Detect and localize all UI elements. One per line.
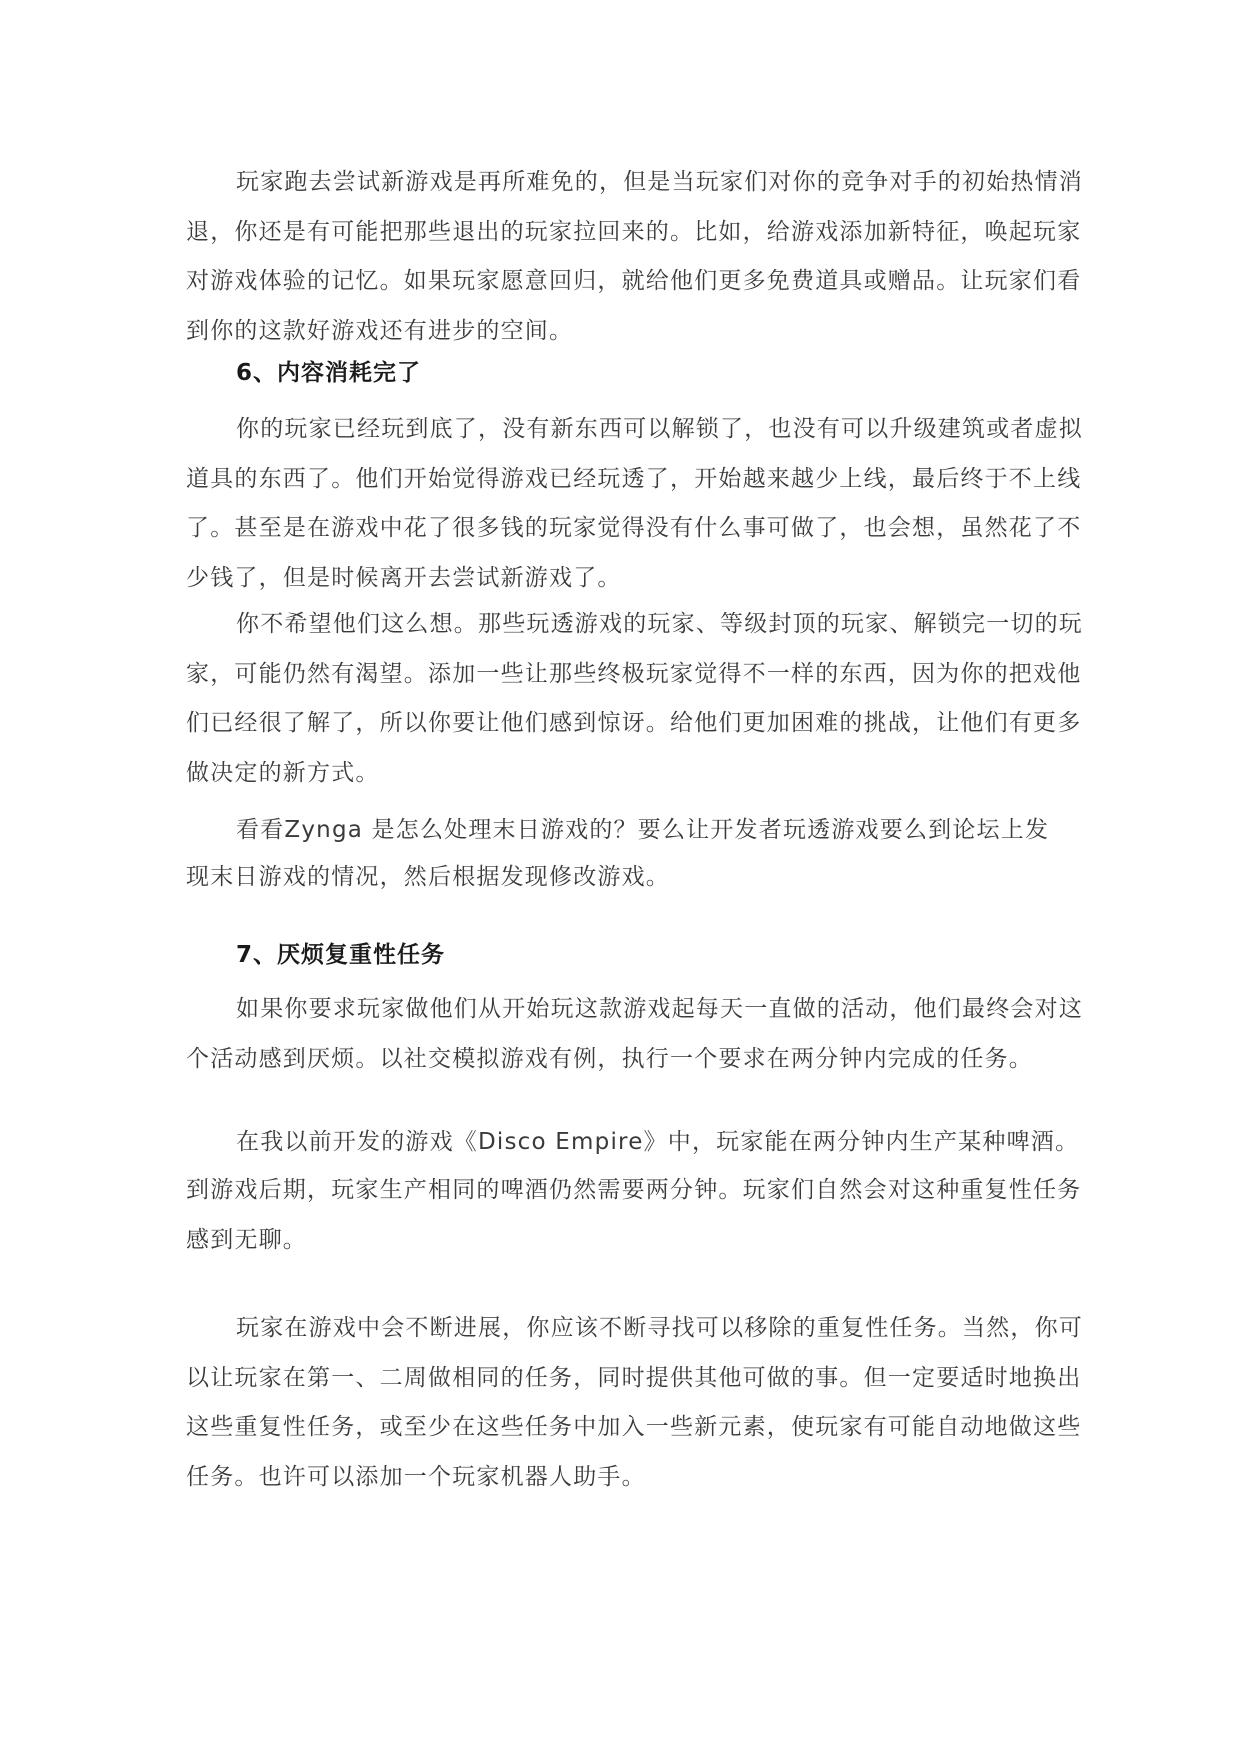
paragraph-repetitive-tasks: 如果你要求玩家做他们从开始玩这款游戏起每天一直做的活动，他们最终会对这个活动感到厌烦。以社交模拟游戏有例，执行一个要求在两分钟内完成的任务。 bbox=[186, 996, 1083, 1072]
paragraph-zynga-line1: 看看Zynga 是怎么处理末日游戏的？要么让开发者玩透游戏要么到论坛上发 bbox=[236, 817, 1050, 843]
paragraph-disco-empire-rest: 到游戏后期，玩家生产相同的啤酒仍然需要两分钟。玩家们自然会对这种重复性任务感到无聊。 bbox=[186, 1177, 1082, 1253]
section-heading-6: 6、内容消耗完了 bbox=[236, 360, 422, 386]
section-heading-7: 7、厌烦复重性任务 bbox=[236, 942, 446, 968]
paragraph-remove-repetition: 玩家在游戏中会不断进展，你应该不断寻找可以移除的重复性任务。当然，你可以让玩家在第一、二周做相同的任务，同时提供其他可做的事。但一定要适时地换出这些重复性任务，或至少在这些任务中加入一些新元素，使玩家有可能自动地做这些任务。也许可以添加一个玩家机器人助手。 bbox=[186, 1315, 1083, 1490]
paragraph-zynga-line2: 现末日游戏的情况，然后根据发现修改游戏。 bbox=[186, 864, 670, 890]
paragraph-disco-empire-line1: 在我以前开发的游戏《Disco Empire》中，玩家能在两分钟内生产某种啤酒。 bbox=[236, 1129, 1080, 1155]
paragraph-endgame-players: 你不希望他们这么想。那些玩透游戏的玩家、等级封顶的玩家、解锁完一切的玩家，可能仍然有渴望。添加一些让那些终极玩家觉得不一样的东西，因为你的把戏他们已经很了解了，所以你要让他们感到惊讶。给他们更加困难的挑战，让他们有更多做决定的新方式。 bbox=[186, 611, 1083, 786]
paragraph-content-exhausted: 你的玩家已经玩到底了，没有新东西可以解锁了，也没有可以升级建筑或者虚拟道具的东西了。他们开始觉得游戏已经玩透了，开始越来越少上线，最后终于不上线了。甚至是在游戏中花了很多钱的玩家觉得没有什么事可做了，也会想，虽然花了不少钱了，但是时候离开去尝试新游戏了。 bbox=[186, 416, 1083, 591]
paragraph-player-return: 玩家跑去尝试新游戏是再所难免的，但是当玩家们对你的竞争对手的初始热情消退，你还是有可能把那些退出的玩家拉回来的。比如，给游戏添加新特征，唤起玩家对游戏体验的记忆。如果玩家愿意回归，就给他们更多免费道具或赠品。让玩家们看到你的这款好游戏还有进步的空间。 bbox=[186, 169, 1083, 344]
